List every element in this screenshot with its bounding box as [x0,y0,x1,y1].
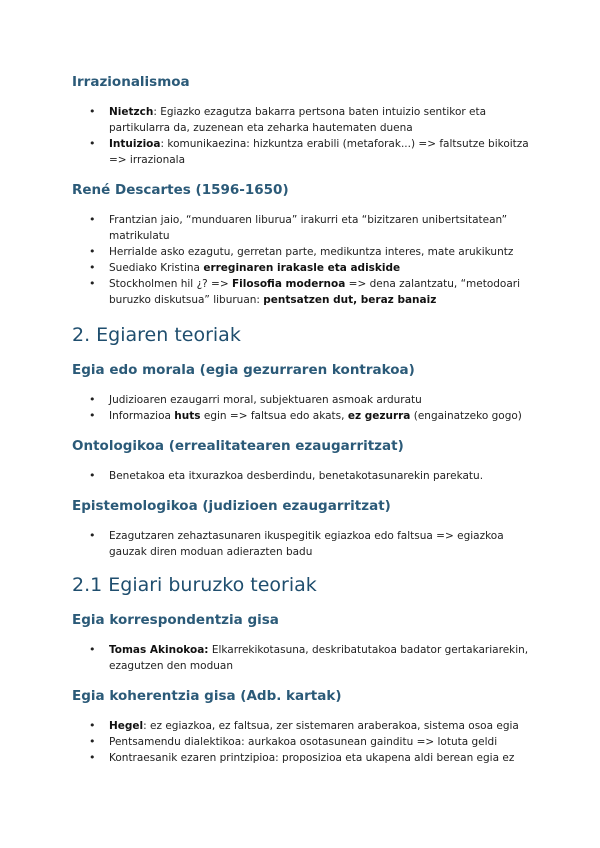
list-item: • Kontraesanik ezaren printzipioa: proposizioa eta ukapena aldi berean egia ez [72,750,542,766]
heading-descartes: René Descartes (1596-1650) [72,182,289,198]
heading-irrazionalismoa: Irrazionalismoa [72,74,190,90]
list-epistemologikoa [72,528,542,560]
list-item: • Benetakoa eta itxurazkoa desberdindu, benetakotasunarekin parekatu. [72,468,542,484]
list-item: • Nietzch: Egiazko ezagutza bakarra pertsona baten intuizio sentikor eta partikularra da, zuzenean eta zeharka hautematen duena [72,104,542,136]
list-item: • Intuizioa: komunikaezina: hizkuntza erabili (metaforak...) => faltsutze bikoitza => irrazionala [72,136,542,168]
heading-epistemologikoa: Epistemologikoa (judizioen ezaugarritzat) [72,498,391,514]
heading-koherentzia: Egia koherentzia gisa (Adb. kartak) [72,688,342,704]
list-irrazionalismoa [72,104,542,168]
heading-egiari-buruzko: 2.1 Egiari buruzko teoriak [72,574,317,596]
list-ontologikoa [72,468,542,484]
list-item: • Stockholmen hil ¿? => Filosofia modernoa => dena zalantzatu, “metodoari buruzko diskutsua” liburuan: pentsatzen dut, beraz banaiz [72,276,542,308]
list-egia-morala [72,392,542,424]
list-koherentzia [72,718,542,766]
list-item: • Pentsamendu dialektikoa: aurkakoa osotasunean gainditu => lotuta geldi [72,734,542,750]
list-item: • Judizioaren ezaugarri moral, subjektuaren asmoak arduratu [72,392,542,408]
list-item: • Tomas Akinokoa: Elkarrekikotasuna, deskribatutakoa badator gertakariarekin, ezagutzen den moduan [72,642,542,674]
heading-korrespondentzia: Egia korrespondentzia gisa [72,612,279,628]
list-item: • Hegel: ez egiazkoa, ez faltsua, zer sistemaren araberakoa, sistema osoa egia [72,718,542,734]
list-item: • Informazioa huts egin => faltsua edo akats, ez gezurra (engainatzeko gogo) [72,408,542,424]
heading-ontologikoa: Ontologikoa (errealitatearen ezaugarritzat) [72,438,404,454]
heading-egia-morala: Egia edo morala (egia gezurraren kontrakoa) [72,362,415,378]
list-item: • Suediako Kristina erreginaren irakasle eta adiskide [72,260,542,276]
list-item: • Herrialde asko ezagutu, gerretan parte, medikuntza interes, mate arukikuntz [72,244,542,260]
list-item: • Frantzian jaio, “munduaren liburua” irakurri eta “bizitzaren unibertsitatean” matrikulatu [72,212,542,244]
list-descartes [72,212,542,308]
list-korrespondentzia [72,642,542,674]
list-item: • Ezagutzaren zehaztasunaren ikuspegitik egiazkoa edo faltsua => egiazkoa gauzak diren moduan adierazten badu [72,528,542,560]
heading-egiaren-teoriak: 2. Egiaren teoriak [72,324,241,346]
